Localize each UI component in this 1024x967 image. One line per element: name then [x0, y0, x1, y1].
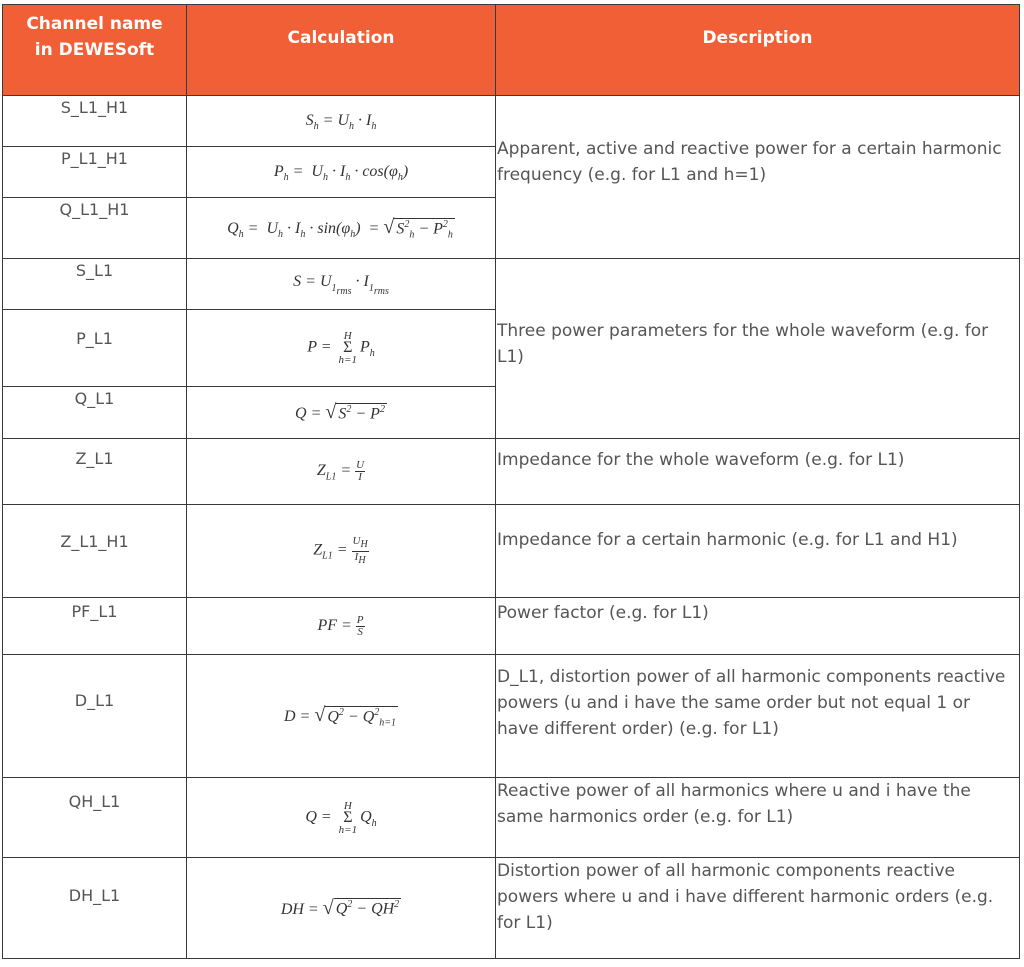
channel-s-l1: S_L1 — [3, 259, 187, 310]
table-row — [3, 858, 1020, 959]
formula-s-l1: $S = U_{1_{rms}} \cdot I_{1_{rms}}$ — [187, 259, 496, 310]
table-header-row — [3, 5, 1020, 96]
channel-pf-l1: PF_L1 — [3, 598, 187, 655]
desc-qh-l1: Reactive power of all harmonics where u and i have the same harmonics order (e.g. for L1) — [496, 778, 1020, 858]
channel-z-l1: Z_L1 — [3, 439, 187, 505]
formula-p-l1-h1: $P_h = U_h \cdot I_h \cdot \cos(\varphi_h)$ — [187, 147, 496, 198]
desc-harmonic-power: Apparent, active and reactive power for a certain harmonic frequency (e.g. for L1 and h=1) — [496, 96, 1020, 259]
header-channel-name — [3, 5, 187, 96]
channel-qh-l1: QH_L1 — [3, 778, 187, 858]
channel-d-l1: D_L1 — [3, 655, 187, 778]
desc-dh-l1: Distortion power of all harmonic components reactive powers where u and i have different harmonic orders (e.g. for L1) — [496, 858, 1020, 959]
formula-qh-l1: Q = H Σ h=1 $Q_h$ — [187, 778, 496, 858]
channel-z-l1-h1: Z_L1_H1 — [3, 505, 187, 598]
channel-q-l1-h1: Q_L1_H1 — [3, 198, 187, 259]
formula-q-l1-h1: $Q_h = U_h \cdot I_h \cdot \sin(\varphi_h)$ = √ $S^2_h - P^2_h$ — [187, 198, 496, 259]
table-row — [3, 259, 1020, 310]
power-parameters-table — [2, 4, 1020, 959]
table-row — [3, 505, 1020, 598]
header-calculation: Calculation — [187, 5, 496, 96]
table-row — [3, 598, 1020, 655]
table-row — [3, 778, 1020, 858]
formula-d-l1: D = √ $Q^2 - Q^2_{h=1}$ — [187, 655, 496, 778]
channel-p-l1-h1: P_L1_H1 — [3, 147, 187, 198]
header-description: Description — [496, 5, 1020, 96]
desc-z-l1-h1: Impedance for a certain harmonic (e.g. for L1 and H1) — [496, 505, 1020, 598]
channel-q-l1: Q_L1 — [3, 387, 187, 439]
formula-dh-l1: DH = √ $Q^2 - QH^2$ — [187, 858, 496, 959]
formula-pf-l1: PF = $\frac{P}{S}$ — [187, 598, 496, 655]
channel-dh-l1: DH_L1 — [3, 858, 187, 959]
desc-d-l1: D_L1, distortion power of all harmonic components reactive powers (u and i have the same order but not equal 1 or have different order) (e.g. for L1) — [496, 655, 1020, 778]
desc-z-l1: Impedance for the whole waveform (e.g. for L1) — [496, 439, 1020, 505]
table-row — [3, 439, 1020, 505]
desc-pf-l1: Power factor (e.g. for L1) — [496, 598, 1020, 655]
table-row — [3, 96, 1020, 147]
header-channel-name-line1: Channel name — [26, 14, 163, 34]
formula-s-l1-h1: $S_h = U_h \cdot I_h$ — [187, 96, 496, 147]
table-row — [3, 655, 1020, 778]
channel-p-l1: P_L1 — [3, 310, 187, 387]
formula-p-l1: P = H Σ h=1 $P_h$ — [187, 310, 496, 387]
desc-whole-waveform: Three power parameters for the whole waveform (e.g. for L1) — [496, 259, 1020, 439]
formula-q-l1: Q = √ $S^2 - P^2$ — [187, 387, 496, 439]
formula-z-l1: $Z_{L1}$ = $\frac{U}{I}$ — [187, 439, 496, 505]
header-channel-name-line2: in DEWESoft — [34, 40, 155, 60]
formula-z-l1-h1: $Z_{L1}$ = $\frac{U_H}{I_H}$ — [187, 505, 496, 598]
channel-s-l1-h1: S_L1_H1 — [3, 96, 187, 147]
